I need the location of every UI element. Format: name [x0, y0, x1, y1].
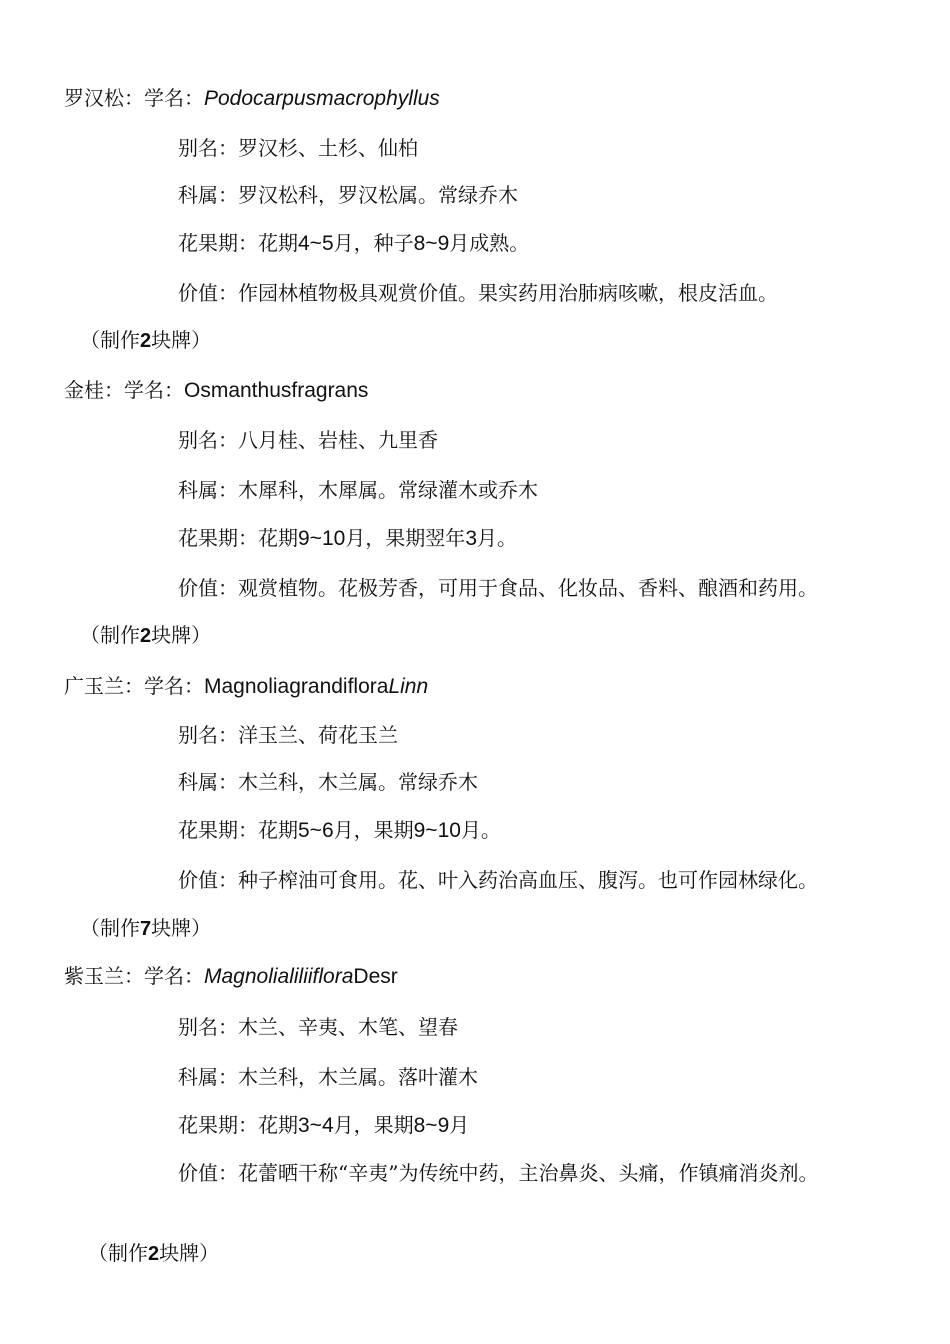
plant-name: 紫玉兰 — [64, 964, 124, 988]
sci-label: ：学名： — [124, 964, 204, 988]
scientific-author: Desr — [353, 965, 398, 988]
plant-heading-2 — [64, 378, 368, 403]
value-line: 价值：种子榨油可食用。花、叶入药治高血压、腹泻。也可作园林绿化。 — [178, 868, 818, 892]
scientific-author: Linn — [388, 675, 429, 698]
plant-name: 罗汉松 — [64, 86, 124, 110]
alias-line: 别名：洋玉兰、荷花玉兰 — [178, 723, 398, 747]
alias-line: 别名：木兰、辛夷、木笔、望春 — [178, 1015, 458, 1039]
plant-heading-3 — [64, 674, 428, 699]
value-line: 价值：花蕾晒干称“辛夷”为传统中药，主治鼻炎、头痛，作镇痛消炎剂。 — [178, 1161, 819, 1185]
scientific-name: Magnolialiliiflora — [204, 965, 354, 988]
sign-count: （制作7块牌） — [80, 916, 212, 940]
alias-line: 别名：罗汉杉、土杉、仙柏 — [178, 136, 418, 160]
scientific-name: Magnoliagrandiflora — [204, 675, 389, 698]
period-line: 花果期：花期9~10月，果期翌年3月。 — [178, 526, 517, 550]
family-line: 科属：木犀科，木犀属。常绿灌木或乔木 — [178, 478, 538, 502]
sign-count: （制作2块牌） — [88, 1241, 220, 1265]
scientific-name: Podocarpusmacrophyllus — [204, 87, 440, 110]
sci-label: ：学名： — [124, 674, 204, 698]
period-line: 花果期：花期5~6月，果期9~10月。 — [178, 818, 501, 842]
family-line: 科属：木兰科，木兰属。落叶灌木 — [178, 1065, 478, 1089]
sci-label: ：学名： — [104, 378, 184, 402]
family-line: 科属：木兰科，木兰属。常绿乔木 — [178, 770, 478, 794]
alias-line: 别名：八月桂、岩桂、九里香 — [178, 428, 438, 452]
scientific-name: Osmanthusfragrans — [184, 379, 369, 402]
period-line: 花果期：花期4~5月，种子8~9月成熟。 — [178, 231, 530, 255]
value-line: 价值：观赏植物。花极芳香，可用于食品、化妆品、香料、酿酒和药用。 — [178, 576, 818, 600]
sign-count: （制作2块牌） — [80, 328, 212, 352]
plant-heading-4 — [64, 964, 398, 989]
family-line: 科属：罗汉松科，罗汉松属。常绿乔木 — [178, 183, 518, 207]
plant-name: 金桂 — [64, 378, 104, 402]
sci-label: ：学名： — [124, 86, 204, 110]
plant-name: 广玉兰 — [64, 674, 124, 698]
period-line: 花果期：花期3~4月，果期8~9月 — [178, 1113, 470, 1137]
value-line: 价值：作园林植物极具观赏价值。果实药用治肺病咳嗽，根皮活血。 — [178, 281, 778, 305]
plant-heading-1 — [64, 86, 440, 111]
sign-count: （制作2块牌） — [80, 623, 212, 647]
